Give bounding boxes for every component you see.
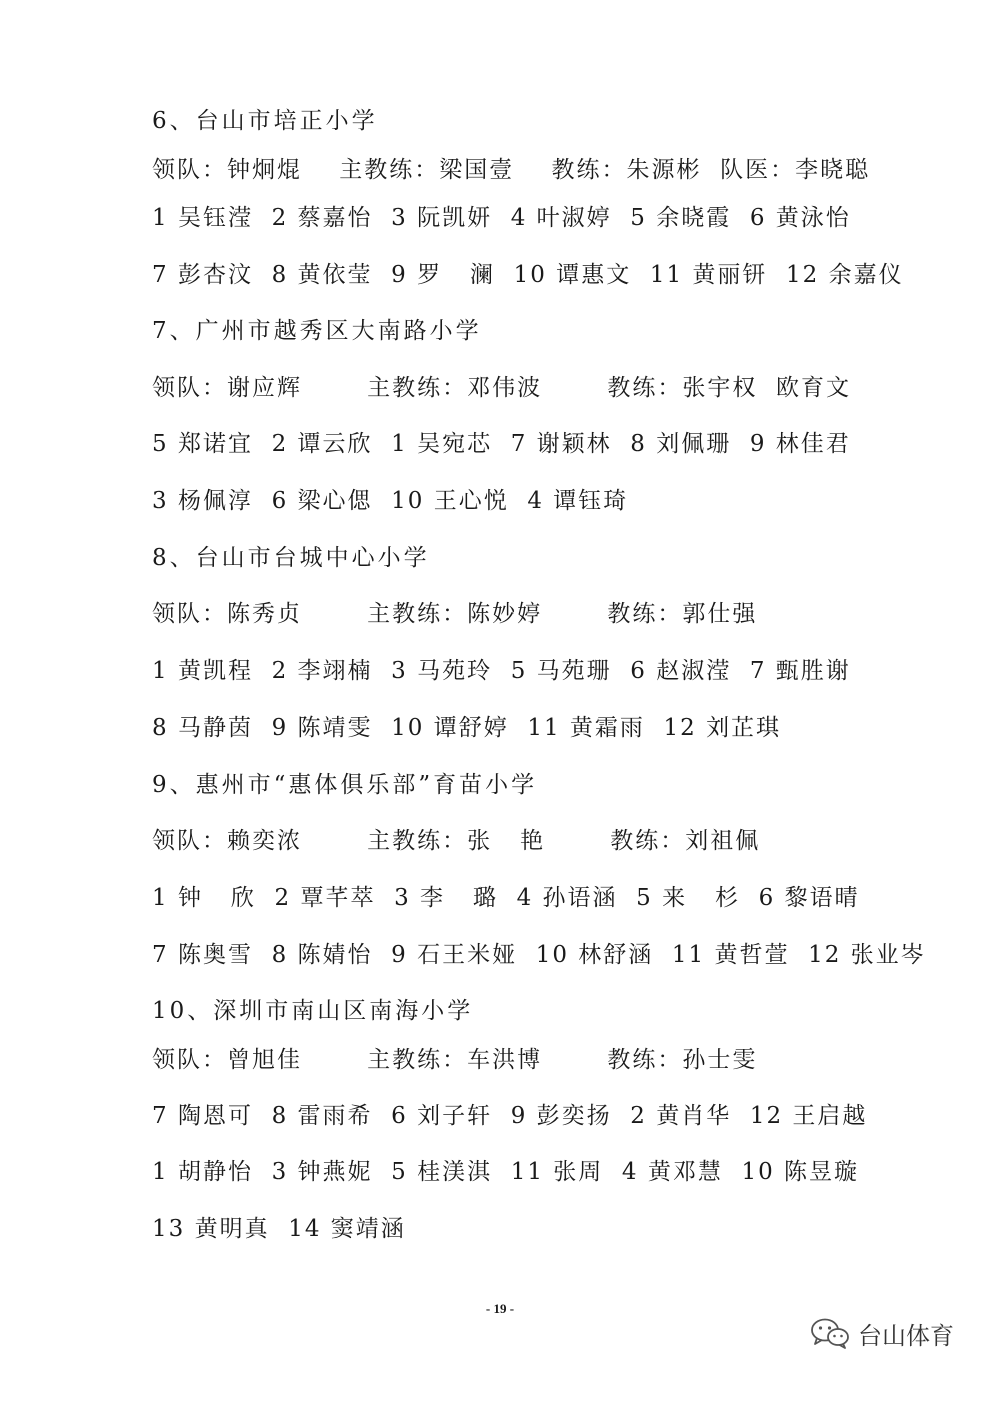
section-9-staff: 领队：赖奕浓 主教练：张 艳 教练：刘祖佩 (152, 828, 761, 854)
section-6-players-row-2: 7 彭杏汶 8 黄依莹 9 罗 澜 10 谭惠文 11 黄丽钘 12 余嘉仪 (152, 262, 904, 288)
section-7-heading: 7、广州市越秀区大南路小学 (152, 318, 482, 344)
section-6-staff: 领队：钟炯焜 主教练：梁国壹 教练：朱源彬 队医：李晓聪 (152, 157, 871, 183)
section-7-staff: 领队：谢应辉 主教练：邓伟波 教练：张宇权 欧育文 (152, 375, 851, 401)
section-10-staff: 领队：曾旭佳 主教练：车洪博 教练：孙士雯 (152, 1047, 758, 1073)
watermark (810, 1313, 954, 1353)
section-7-players-row-2: 3 杨佩淳 6 梁心偲 10 王心悦 4 谭钰琦 (152, 488, 629, 514)
section-9-players-row-2: 7 陈奥雪 8 陈婧怡 9 石王米娅 10 林舒涵 11 黄哲萱 12 张业岑 (152, 942, 926, 968)
section-10-heading: 10、深圳市南山区南海小学 (152, 998, 474, 1024)
section-10-players-row-3: 13 黄明真 14 窦靖涵 (152, 1216, 406, 1242)
section-10-players-row-1: 7 陶恩可 8 雷雨希 6 刘子轩 9 彭奕扬 2 黄肖华 12 王启越 (152, 1103, 868, 1129)
watermark-text: 台山体育 (858, 1321, 954, 1350)
wechat-icon (810, 1317, 850, 1349)
section-8-players-row-2: 8 马静茵 9 陈靖雯 10 谭舒婷 11 黄霜雨 12 刘芷琪 (152, 715, 782, 741)
section-6-players-row-1: 1 吴钰滢 2 蔡嘉怡 3 阮凯妍 4 叶淑婷 5 余晓霞 6 黄泳怡 (152, 205, 851, 231)
section-10-players-row-2: 1 胡静怡 3 钟燕妮 5 桂渼淇 11 张周 4 黄邓慧 10 陈昱璇 (152, 1159, 860, 1185)
section-8-heading: 8、台山市台城中心小学 (152, 545, 430, 571)
section-6-heading: 6、台山市培正小学 (152, 108, 378, 134)
section-7-players-row-1: 5 郑诺宜 2 谭云欣 1 吴宛芯 7 谢颖林 8 刘佩珊 9 林佳君 (152, 431, 851, 457)
section-9-heading: 9、惠州市“惠体俱乐部”育苗小学 (152, 772, 538, 798)
section-9-players-row-1: 1 钟 欣 2 覃芊萃 3 李 璐 4 孙语涵 5 来 杉 6 黎语晴 (152, 885, 860, 911)
section-8-players-row-1: 1 黄凯程 2 李翊楠 3 马苑玲 5 马苑珊 6 赵淑滢 7 甄胜谢 (152, 658, 851, 684)
section-8-staff: 领队：陈秀贞 主教练：陈妙婷 教练：郭仕强 (152, 601, 758, 627)
page-number: - 19 - (485, 1301, 515, 1316)
